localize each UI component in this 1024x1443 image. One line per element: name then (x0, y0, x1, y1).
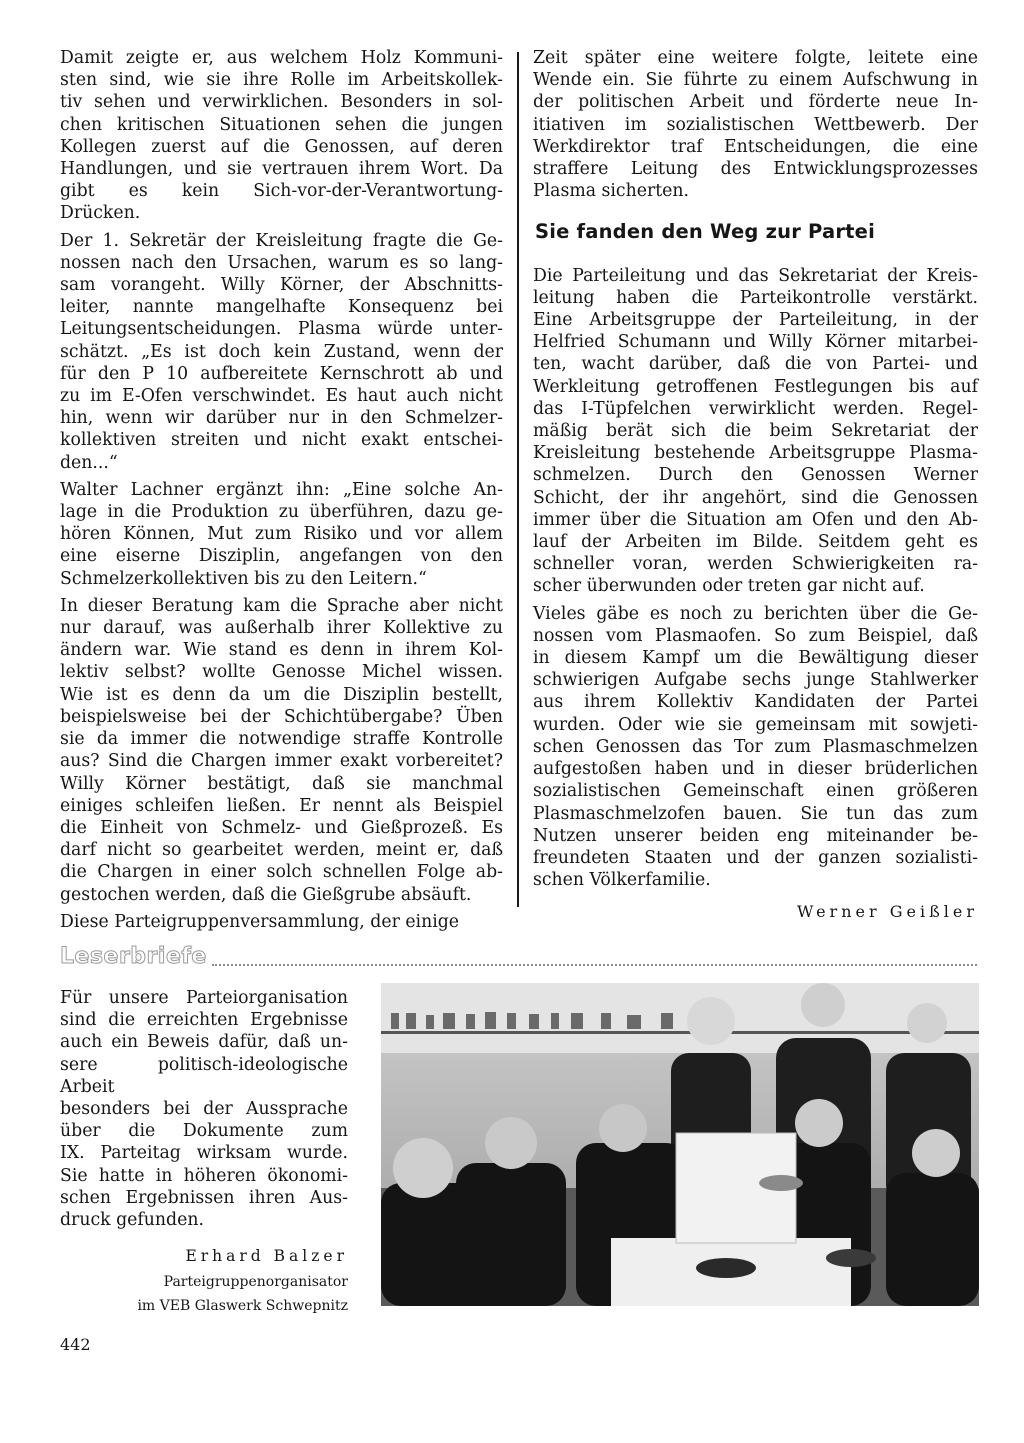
paragraph (60, 911, 503, 933)
text-line: Kollegen zuerst auf die Genossen, auf deren (60, 136, 503, 157)
paragraph (533, 603, 978, 892)
paragraph (533, 265, 978, 598)
text-line: druck gefunden. (60, 1210, 204, 1231)
article-column-left (60, 47, 503, 933)
text-line: kollektiven streiten und nicht exakt entschei- (60, 430, 503, 451)
text-line: Drücken. (60, 203, 141, 224)
text-line: eine eiserne Disziplin, angefangen von den (60, 546, 503, 567)
text-line: darf nicht so gearbeitet werden, meint er, daß (60, 840, 503, 861)
text-line: die Chargen in einer solch schnellen Folge ab- (60, 862, 503, 883)
page-number: 442 (60, 1335, 91, 1354)
article-author: Werner Geißler (796, 902, 978, 922)
text-line: scher überwunden oder treten gar nicht auf. (533, 576, 925, 597)
text-line: itiativen im sozialistischen Wettbewerb. Der (533, 114, 978, 135)
text-line: Wie ist es denn da um die Disziplin bestellt, (60, 684, 503, 705)
text-line: Damit zeigte er, aus welchem Holz Kommuni- (60, 48, 503, 68)
text-line: Diese Parteigruppenversammlung, der einige (60, 911, 460, 932)
text-line: sten sind, wie sie ihre Rolle im Arbeitskollek- (60, 70, 503, 91)
text-line: Handlungen, und sie vertrauen ihrem Wort. Da (60, 159, 503, 180)
reader-letter (60, 987, 348, 1231)
text-line: gestochen werden, daß die Gießgrube absäuft. (60, 884, 472, 905)
text-line: schmelzen. Durch den Genossen Werner (533, 465, 978, 486)
text-line: sozialistischen Gemeinschaft einen größeren (533, 781, 978, 802)
text-line: Sie hatte in höheren ökonomi- (60, 1165, 348, 1186)
text-line: wurden. Oder wie sie gemeinsam mit sowjeti- (533, 714, 978, 735)
text-line: lage in die Produktion zu überführen, dazu ge- (60, 502, 503, 523)
leserbriefe-heading: Leserbriefe (60, 944, 207, 969)
text-line: sam vorangeht. Willy Körner, der Abschnitts- (60, 275, 503, 296)
letter-signature-name: Erhard Balzer (185, 1247, 348, 1265)
text-line: nossen vom Plasmaofen. So zum Beispiel, daß (533, 625, 978, 646)
text-line: Der 1. Sekretär der Kreisleitung fragte die Ge- (60, 230, 503, 251)
text-line: der politischen Arbeit und förderte neue In- (533, 92, 978, 113)
text-line: Vieles gäbe es noch zu berichten über die Ge- (533, 603, 978, 624)
text-line: straffere Leitung des Entwicklungsprozesses (533, 159, 978, 180)
section-heading: Sie fanden den Weg zur Partei (535, 220, 875, 244)
text-line: IX. Parteitag wirksam wurde. (60, 1143, 348, 1164)
text-line: einiges schleifen ließen. Er nennt als Beispiel (60, 795, 503, 816)
text-line: aus? Sind die Chargen immer exakt vorbereitet? (60, 751, 503, 772)
text-line: Leitungsentscheidungen. Plasma würde unter- (60, 319, 503, 340)
text-line: chen kritischen Situationen sehen die jungen (60, 114, 503, 135)
paragraph (60, 479, 503, 590)
text-line: Schmelzerkollektiven bis zu den Leitern.“ (60, 568, 427, 589)
letter-signature-role: Parteigruppenorganisator (163, 1274, 348, 1290)
text-line: nossen nach den Ursachen, warum es so lang- (60, 252, 503, 273)
paragraph (60, 987, 348, 1231)
text-line: in diesem Kampf um die Bewältigung dieser (533, 648, 978, 669)
text-line: ten, wacht darüber, daß die von Partei- und (533, 354, 978, 375)
text-line: über die Dokumente zum (60, 1121, 348, 1142)
text-line: freundeten Staaten und der ganzen sozialisti- (533, 847, 978, 868)
text-line: das I-Tüpfelchen verwirklicht werden. Regel- (533, 398, 978, 419)
article-column-right (533, 47, 978, 924)
paragraph (60, 47, 503, 225)
text-line: Plasmaschmelzofen bauen. Sie tun das zum (533, 803, 978, 824)
text-line: Zeit später eine weitere folgte, leitete eine (533, 48, 978, 68)
text-line: schätzt. „Es ist doch kein Zustand, wenn der (60, 341, 503, 362)
text-line: leitung haben die Parteikontrolle verstärkt. (533, 287, 978, 308)
text-line: beispielsweise bei der Schichtübergabe? Üben (60, 706, 503, 727)
paragraph (60, 595, 503, 906)
column-divider (517, 52, 519, 907)
text-line: Die Parteileitung und das Sekretariat der Kreis- (533, 265, 978, 286)
text-line: aus ihrem Kollektiv Kandidaten der Partei (533, 692, 978, 713)
right-paragraphs-after (533, 265, 978, 892)
text-line: Werkdirektor traf Entscheidungen, die eine (533, 136, 978, 157)
letter-signature-org: im VEB Glaswerk Schwepnitz (137, 1298, 348, 1314)
text-line: mäßig berät sich die beim Sekretariat der (533, 421, 978, 442)
paragraph (533, 47, 978, 202)
text-line: zu im E-Ofen verschwindet. Es haut auch nicht (60, 386, 503, 407)
text-line: sie da immer die notwendige straffe Kontrolle (60, 729, 503, 750)
text-line: leiter, nannte mangelhafte Konsequenz bei (60, 297, 503, 318)
text-line: auch ein Beweis dafür, daß un- (60, 1032, 348, 1053)
text-line: den...“ (60, 452, 118, 473)
text-line: Willy Körner bestätigt, daß sie manchmal (60, 773, 503, 794)
text-line: die Einheit von Schmelz- und Gießprozeß. Es (60, 817, 503, 838)
text-line: immer über die Situation am Ofen und den Ab- (533, 509, 978, 530)
text-line: Schicht, der ihr angehört, sind die Genossen (533, 487, 978, 508)
text-line: schen Genossen das Tor zum Plasmaschmelzen (533, 736, 978, 757)
text-line: aufgestoßen haben und in dieser brüderlichen (533, 759, 978, 780)
text-line: Nutzen unserer beiden eng miteinander be- (533, 825, 978, 846)
text-line: gibt es kein Sich-vor-der-Verantwortung- (60, 181, 503, 202)
text-line: ändern war. Wie stand es denn in ihrem Kol- (60, 640, 503, 661)
text-line: schen Völkerfamilie. (533, 870, 711, 891)
text-line: Werkleitung getroffenen Festlegungen bis auf (533, 376, 978, 397)
text-line: Walter Lachner ergänzt ihn: „Eine solche An- (60, 479, 503, 500)
text-line: Kreisleitung bestehende Arbeitsgruppe Plasma- (533, 443, 978, 464)
text-line: besonders bei der Aussprache (60, 1099, 348, 1120)
text-line: Eine Arbeitsgruppe der Parteileitung, in der (533, 310, 978, 331)
leserbriefe-dotted-rule (212, 964, 977, 966)
text-line: lektiv selbst? wollte Genosse Michel wissen. (60, 662, 503, 683)
text-line: tiv sehen und verwirklichen. Besonders in sol- (60, 92, 503, 113)
text-line: schen Ergebnissen ihren Aus- (60, 1187, 348, 1208)
text-line: schneller voran, werden Schwierigkeiten ra- (533, 554, 978, 575)
text-line: sere politisch-ideologische Arbeit (60, 1054, 348, 1097)
text-line: In dieser Beratung kam die Sprache aber nicht (60, 595, 503, 616)
text-line: sind die erreichten Ergebnisse (60, 1010, 348, 1031)
group-photo (381, 983, 979, 1306)
text-line: schwierigen Aufgabe sechs junge Stahlwerker (533, 670, 978, 691)
text-line: für den P 10 aufbereitete Kernschrott ab und (60, 363, 503, 384)
text-line: nur darauf, was außerhalb ihrer Kollektive zu (60, 618, 503, 639)
text-line: Für unsere Parteiorganisation (60, 988, 348, 1008)
text-line: Plasma sicherten. (533, 181, 689, 202)
text-line: Helfried Schumann und Willy Körner mitarbei- (533, 332, 978, 353)
paragraph (60, 230, 503, 474)
text-line: lauf der Arbeiten im Bilde. Seitdem geht es (533, 532, 978, 553)
right-paragraphs-before (533, 47, 978, 202)
leserbriefe-header (60, 944, 980, 980)
text-line: hören Können, Mut zum Risiko und vor allem (60, 524, 503, 545)
text-line: Wende ein. Sie führte zu einem Aufschwung in (533, 70, 978, 91)
text-line: hin, wenn wir darüber nur in den Schmelzer- (60, 408, 503, 429)
